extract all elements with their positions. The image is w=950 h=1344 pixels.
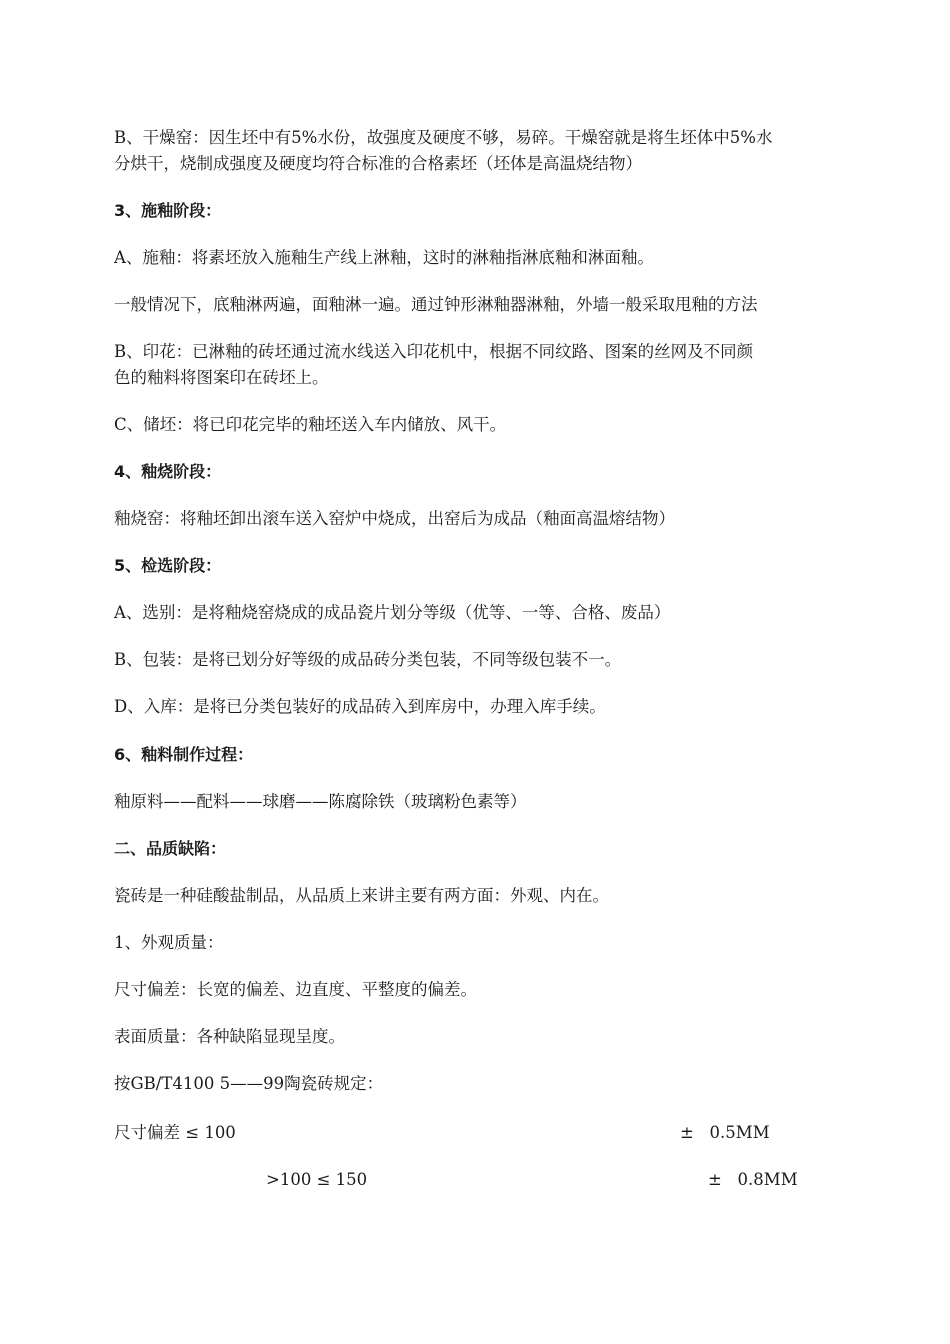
tolerance-row-2-label: >100 ≤ 150 [266, 1170, 368, 1189]
paragraph-c-storage: C、储坯：将已印花完毕的釉坯送入车内储放、风干。 [114, 415, 507, 434]
paragraph-b-dry-kiln-line2: 分烘干，烧制成强度及硬度均符合标准的合格素坯（坯体是高温烧结物） [114, 154, 642, 173]
tolerance-row-2-value: ± 0.8MM [708, 1170, 798, 1189]
tolerance-row-1-value: ± 0.5MM [680, 1123, 770, 1142]
paragraph-general: 一般情况下，底釉淋两遍，面釉淋一遍。通过钟形淋釉器淋釉，外墙一般采取甩釉的方法 [114, 295, 758, 314]
heading-glaze-firing-stage: 4、釉烧阶段： [114, 462, 222, 481]
paragraph-glaze-kiln: 釉烧窑：将釉坯卸出滚车送入窑炉中烧成，出窑后为成品（釉面高温熔结物） [114, 509, 675, 528]
paragraph-b-printing-line1: B、印花：已淋釉的砖坯通过流水线送入印花机中，根据不同纹路、图案的丝网及不同颜 [114, 342, 754, 361]
tolerance-row-1-label: 尺寸偏差 ≤ 100 [114, 1123, 236, 1142]
paragraph-b-printing-line2: 色的釉料将图案印在砖坯上。 [114, 368, 329, 387]
paragraph-a-glazing: A、施釉：将素坯放入施釉生产线上淋釉，这时的淋釉指淋底釉和淋面釉。 [114, 248, 654, 267]
paragraph-glaze-process: 釉原料——配料——球磨——陈腐除铁（玻璃粉色素等） [114, 792, 527, 811]
paragraph-d-warehousing: D、入库：是将已分类包装好的成品砖入到库房中，办理入库手续。 [114, 697, 606, 716]
paragraph-standard: 按GB/T4100 5——99陶瓷砖规定： [114, 1074, 384, 1093]
paragraph-appearance-quality: 1、外观质量： [114, 933, 224, 952]
paragraph-intro: 瓷砖是一种硅酸盐制品，从品质上来讲主要有两方面：外观、内在。 [114, 886, 609, 905]
heading-inspection-stage: 5、检选阶段： [114, 556, 222, 575]
paragraph-a-selection: A、选别：是将釉烧窑烧成的成品瓷片划分等级（优等、一等、合格、废品） [114, 603, 671, 622]
heading-glaze-making: 6、釉料制作过程： [114, 745, 254, 764]
paragraph-b-dry-kiln-line1: B、干燥窑：因生坯中有5%水份，故强度及硬度不够，易碎。干燥窑就是将生坯体中5%水 [114, 128, 773, 147]
heading-glazing-stage: 3、施釉阶段： [114, 201, 222, 220]
paragraph-b-packing: B、包装：是将已划分好等级的成品砖分类包装，不同等级包装不一。 [114, 650, 622, 669]
heading-quality-defects: 二、品质缺陷： [114, 839, 227, 858]
paragraph-surface-quality: 表面质量：各种缺陷显现呈度。 [114, 1027, 345, 1046]
paragraph-size-deviation: 尺寸偏差：长宽的偏差、边直度、平整度的偏差。 [114, 980, 477, 999]
